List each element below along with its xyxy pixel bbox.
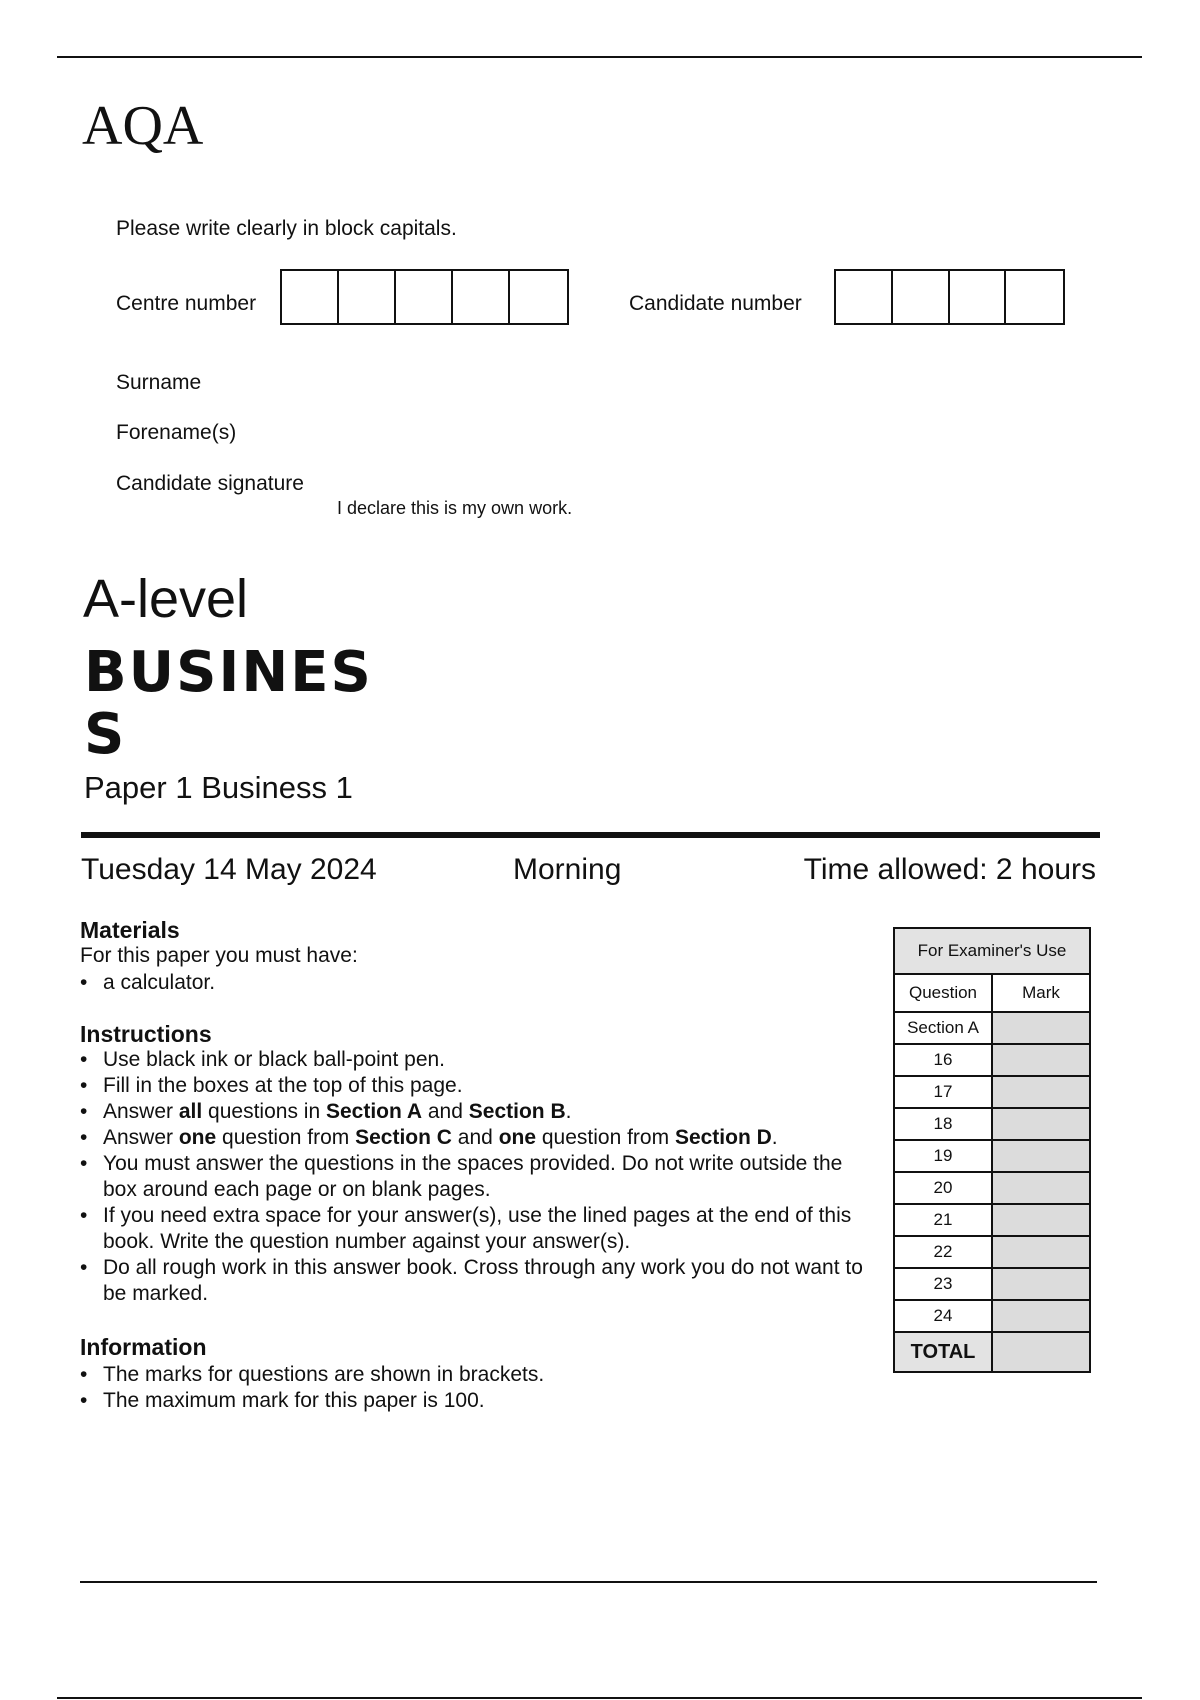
question-cell: 16 <box>894 1044 992 1076</box>
information-list <box>80 1362 544 1414</box>
text-run: and <box>422 1100 469 1123</box>
centre-number-box[interactable] <box>453 271 510 323</box>
time-allowed: Time allowed: 2 hours <box>803 853 1096 886</box>
materials-intro: For this paper you must have: <box>80 944 358 967</box>
examiner-table-title: For Examiner's Use <box>894 928 1090 974</box>
qualification-level: A-level <box>83 569 249 629</box>
list-item <box>80 1099 870 1125</box>
mark-cell[interactable] <box>992 1300 1090 1332</box>
top-rule <box>57 56 1142 58</box>
emphasis: Section C <box>355 1126 452 1149</box>
materials-heading: Materials <box>80 917 180 943</box>
list-item: • a calculator. <box>80 970 215 996</box>
question-column-header: Question <box>894 974 992 1012</box>
text-run: and <box>451 1126 499 1149</box>
text-run: . <box>565 1100 572 1123</box>
information-heading: Information <box>80 1334 207 1360</box>
candidate-number-label: Candidate number <box>629 292 802 315</box>
block-capitals-prompt: Please write clearly in block capitals. <box>116 217 457 240</box>
emphasis: Section B <box>468 1100 566 1123</box>
list-item: • Do all rough work in this answer book. Cross through any work you do not want to be marked. <box>80 1255 870 1307</box>
instructions-list <box>80 1047 870 1307</box>
question-cell: 21 <box>894 1204 992 1236</box>
aqa-logo: AQA <box>82 95 204 157</box>
centre-number-box[interactable] <box>510 271 567 323</box>
centre-number-box[interactable] <box>282 271 339 323</box>
centre-number-box[interactable] <box>339 271 396 323</box>
mark-cell[interactable] <box>992 1108 1090 1140</box>
mark-cell[interactable] <box>992 1236 1090 1268</box>
list-item: • You must answer the questions in the spaces provided. Do not write outside the box around each page or on blank pages. <box>80 1151 870 1203</box>
centre-number-label: Centre number <box>116 292 257 315</box>
emphasis: all <box>178 1100 203 1123</box>
question-cell: 18 <box>894 1108 992 1140</box>
candidate-number-box[interactable] <box>836 271 893 323</box>
emphasis: Section A <box>325 1100 423 1123</box>
forename-label: Forename(s) <box>116 421 237 444</box>
candidate-number-boxes[interactable] <box>834 269 1065 325</box>
mark-cell[interactable] <box>992 1268 1090 1300</box>
declaration-text: I declare this is my own work. <box>337 498 573 518</box>
question-cell: 19 <box>894 1140 992 1172</box>
emphasis: one <box>498 1126 537 1149</box>
mark-cell[interactable] <box>992 1076 1090 1108</box>
paper-title: Paper 1 Business 1 <box>84 770 353 805</box>
mark-cell[interactable] <box>992 1044 1090 1076</box>
title-rule <box>81 832 1100 838</box>
list-item: • The maximum mark for this paper is 100. <box>80 1388 544 1414</box>
question-cell: 17 <box>894 1076 992 1108</box>
mark-column-header: Mark <box>992 974 1090 1012</box>
exam-date: Tuesday 14 May 2024 <box>81 853 377 886</box>
question-cell: 22 <box>894 1236 992 1268</box>
question-cell: 23 <box>894 1268 992 1300</box>
signature-label: Candidate signature <box>116 472 304 495</box>
text-run: Answer <box>103 1100 179 1123</box>
materials-list <box>80 970 215 996</box>
candidate-number-box[interactable] <box>1006 271 1063 323</box>
mark-cell[interactable] <box>992 1204 1090 1236</box>
total-mark-cell[interactable] <box>992 1332 1090 1372</box>
total-label: TOTAL <box>894 1332 992 1372</box>
candidate-number-box[interactable] <box>893 271 950 323</box>
emphasis: Section D <box>674 1126 772 1149</box>
question-cell: 24 <box>894 1300 992 1332</box>
list-item: • If you need extra space for your answer(s), use the lined pages at the end of this book. Write the question number against your answer(s). <box>80 1203 870 1255</box>
centre-number-boxes[interactable] <box>280 269 569 325</box>
text-run: question from <box>536 1126 675 1149</box>
question-cell: 20 <box>894 1172 992 1204</box>
subject-title: BUSINESS <box>84 640 373 767</box>
text-run: . <box>771 1126 778 1149</box>
list-item <box>80 1125 870 1151</box>
examiner-use-table <box>893 927 1091 1373</box>
list-item: • Fill in the boxes at the top of this page. <box>80 1073 870 1099</box>
question-cell: Section A <box>894 1012 992 1044</box>
mark-cell[interactable] <box>992 1012 1090 1044</box>
footer-rule <box>80 1581 1097 1583</box>
text-run: Answer <box>103 1126 179 1149</box>
bottom-rule <box>57 1697 1142 1699</box>
text-run: questions in <box>202 1100 326 1123</box>
list-item: • The marks for questions are shown in brackets. <box>80 1362 544 1388</box>
mark-cell[interactable] <box>992 1172 1090 1204</box>
instructions-heading: Instructions <box>80 1021 212 1047</box>
list-item: • Use black ink or black ball-point pen. <box>80 1047 870 1073</box>
text-run: question from <box>216 1126 356 1149</box>
centre-number-box[interactable] <box>396 271 453 323</box>
emphasis: one <box>178 1126 217 1149</box>
exam-session: Morning <box>513 853 622 886</box>
candidate-number-box[interactable] <box>950 271 1007 323</box>
mark-cell[interactable] <box>992 1140 1090 1172</box>
surname-label: Surname <box>116 371 202 394</box>
